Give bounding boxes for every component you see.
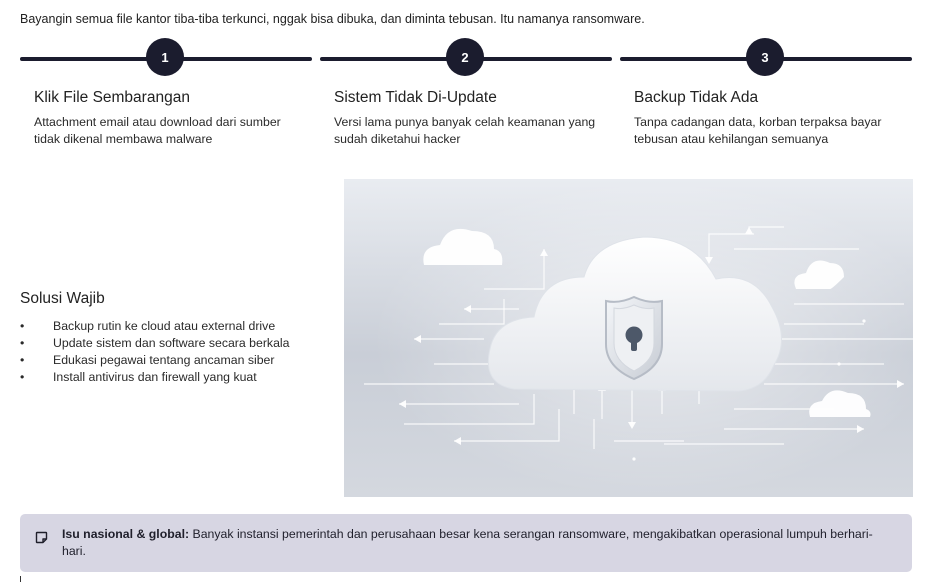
step-number-badge: 1 [146, 38, 184, 76]
note-box [20, 514, 912, 572]
solution-item-text: Edukasi pegawai tentang ancaman siber [53, 353, 275, 367]
solution-list [20, 318, 290, 386]
note-text [62, 526, 892, 560]
step-title: Klik File Sembarangan [34, 89, 190, 106]
note-label: Isu nasional & global: [62, 527, 190, 541]
step-description: Versi lama punya banyak celah keamanan yang sudah diketahui hacker [334, 115, 596, 146]
solution-item-text: Update sistem dan software secara berkala [53, 336, 290, 350]
cloud-shield-lock-icon [344, 179, 913, 497]
intro-text: Bayangin semua file kantor tiba-tiba terkunci, nggak bisa dibuka, dan diminta tebusan. Itu namanya ransomware. [20, 12, 645, 26]
solution-title: Solusi Wajib [20, 290, 105, 307]
solution-item-text: Install antivirus dan firewall yang kuat [53, 370, 257, 384]
solution-item [20, 352, 290, 369]
step-number-badge: 2 [446, 38, 484, 76]
bullet: • [20, 353, 25, 367]
note-body: Banyak instansi pemerintah dan perusahaan besar kena serangan ransomware, mengakibatkan operasional lumpuh berhari-hari. [62, 527, 873, 558]
note-icon [35, 531, 48, 544]
solution-item [20, 335, 290, 352]
text-cursor [20, 576, 21, 582]
step-description: Tanpa cadangan data, korban terpaksa bayar tebusan atau kehilangan semuanya [634, 115, 882, 146]
step-description: Attachment email atau download dari sumber tidak dikenal membawa malware [34, 115, 281, 146]
step-title: Sistem Tidak Di-Update [334, 89, 497, 106]
solution-item [20, 369, 290, 386]
step-number-badge: 3 [746, 38, 784, 76]
solution-item [20, 318, 290, 335]
bullet: • [20, 319, 25, 333]
bullet: • [20, 370, 25, 384]
step-title: Backup Tidak Ada [634, 89, 759, 106]
solution-item-text: Backup rutin ke cloud atau external drive [53, 319, 276, 333]
bullet: • [20, 336, 25, 350]
